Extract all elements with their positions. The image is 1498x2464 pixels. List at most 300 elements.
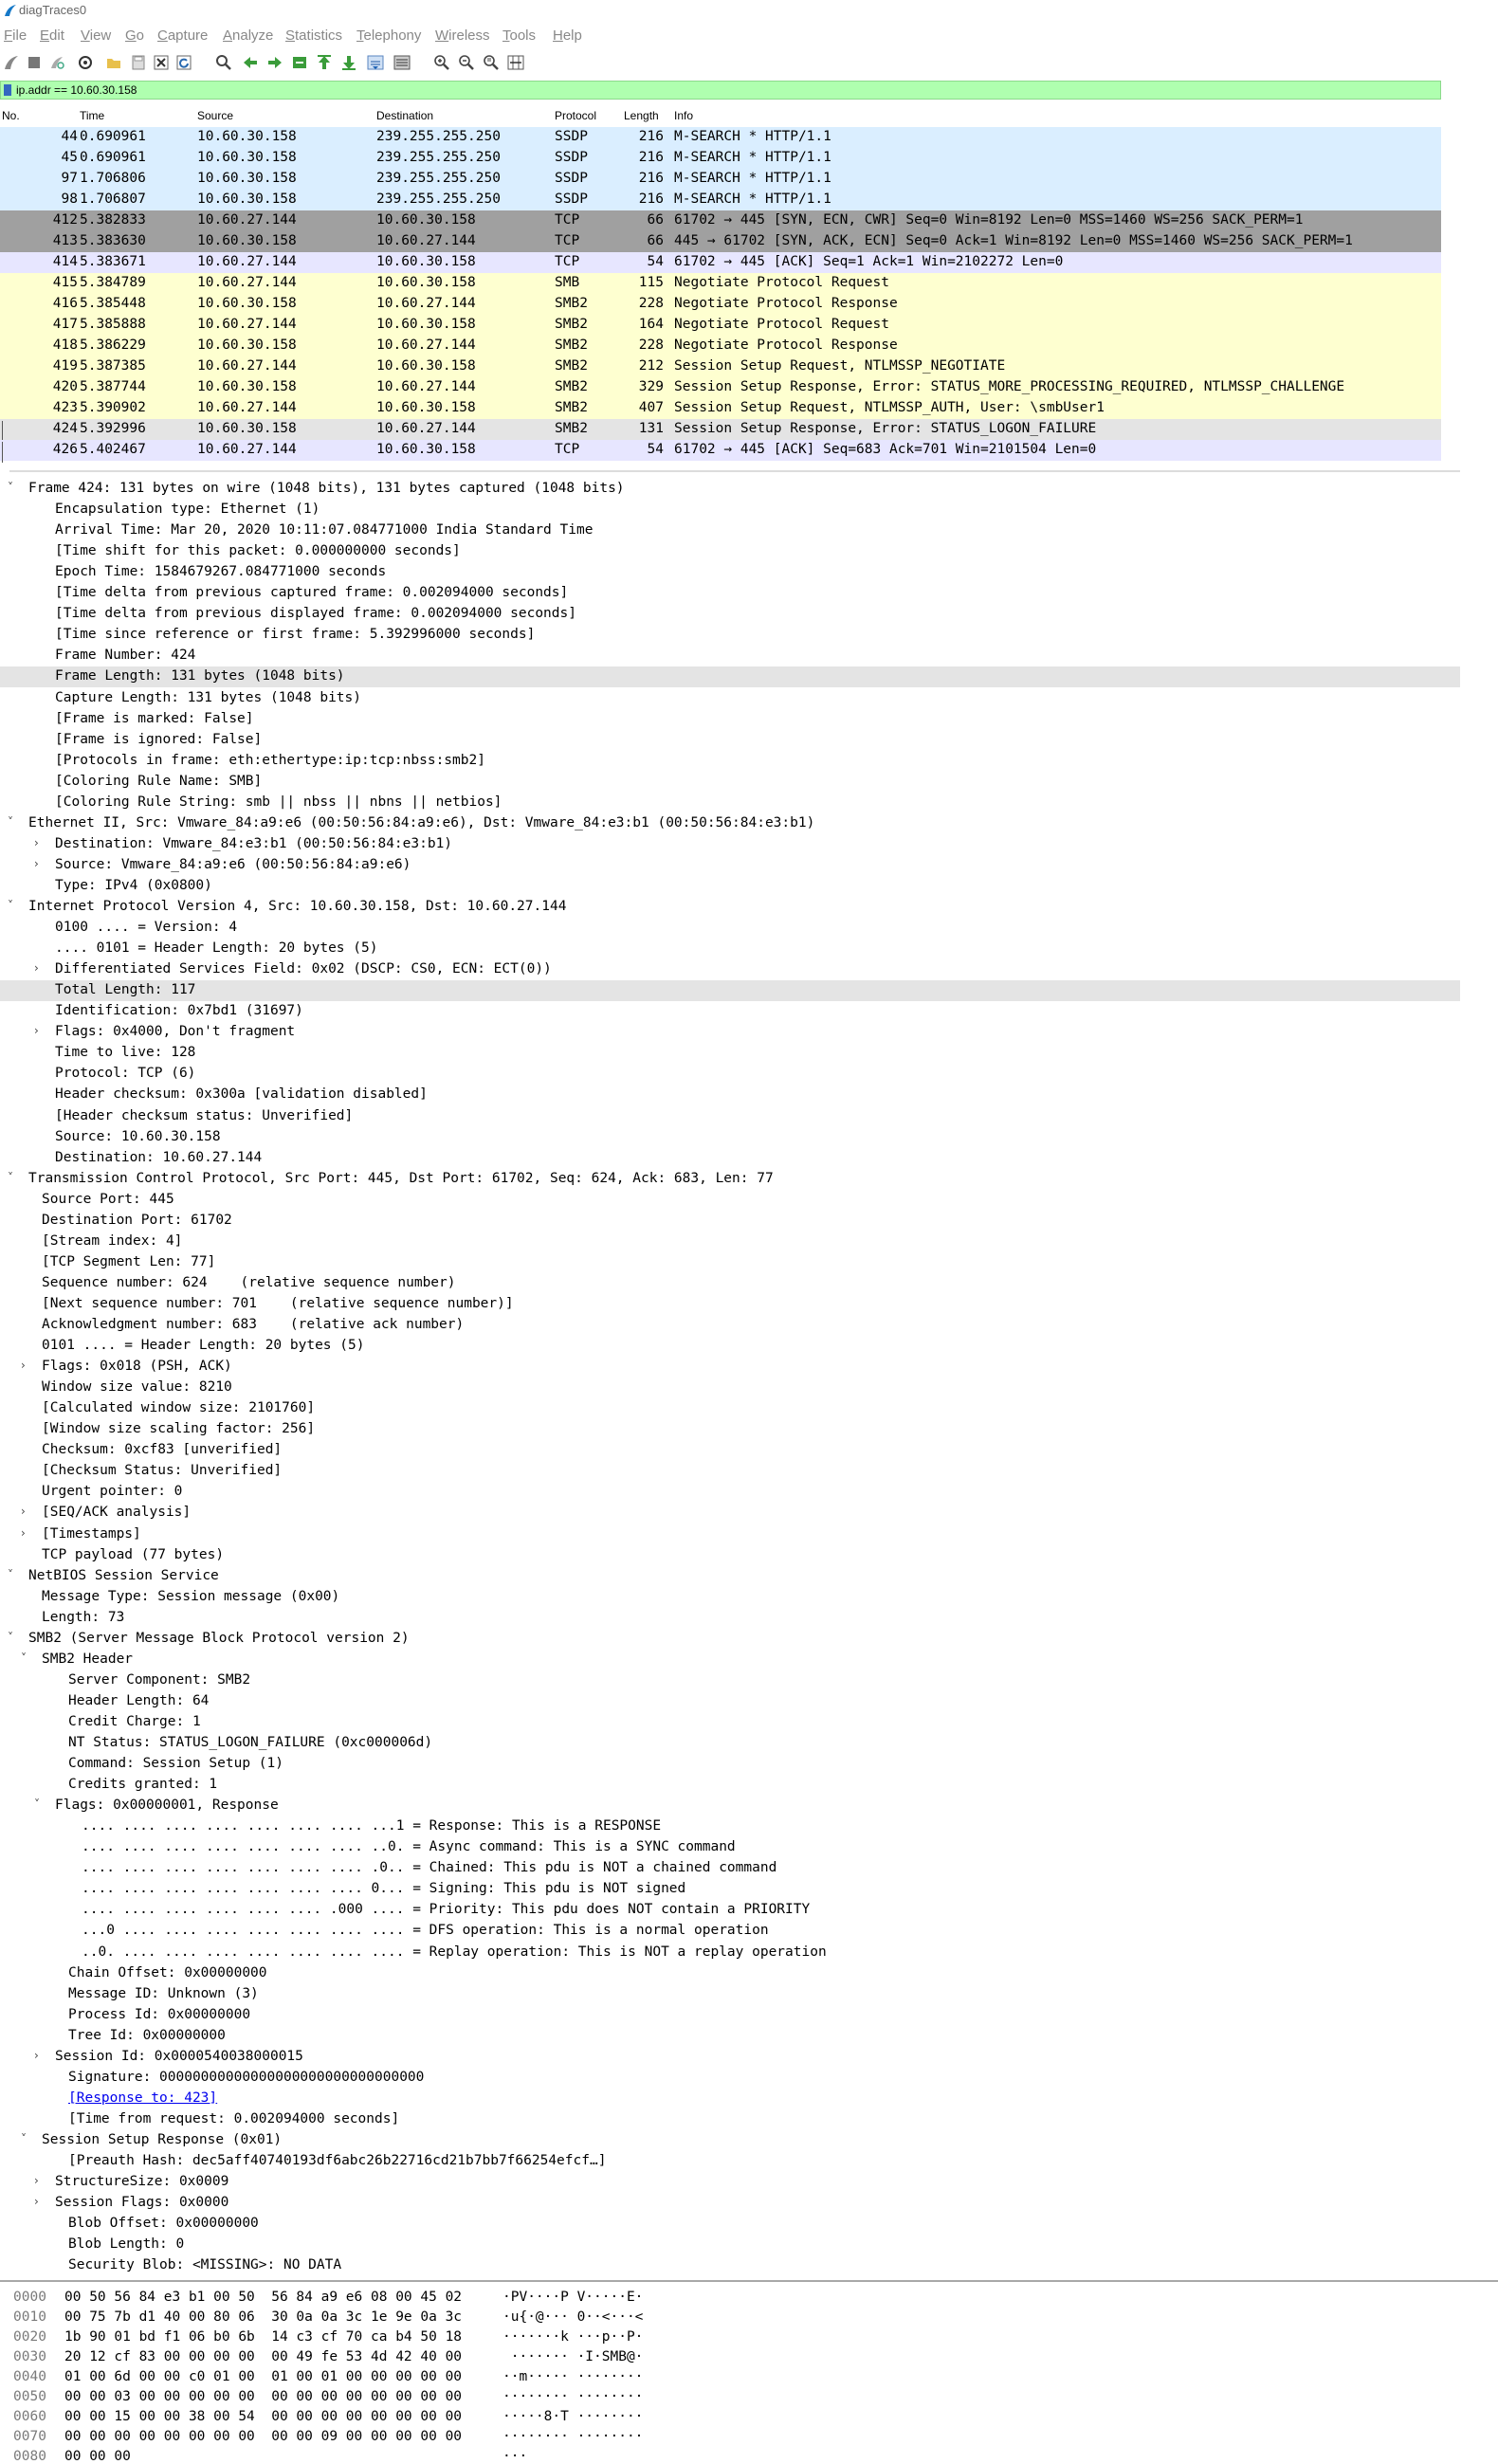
detail-row[interactable] <box>0 2172 1460 2193</box>
packet-info: M-SEARCH * HTTP/1.1 <box>674 129 831 144</box>
detail-text: Source: Vmware_84:a9:e6 (00:50:56:84:a9:e6) <box>55 857 411 872</box>
detail-row[interactable] <box>0 1043 1460 1064</box>
detail-row[interactable] <box>0 646 1460 666</box>
detail-text: Encapsulation type: Ethernet (1) <box>55 502 320 517</box>
packet-info: M-SEARCH * HTTP/1.1 <box>674 171 831 186</box>
detail-row[interactable] <box>0 1440 1460 1461</box>
detail-row[interactable] <box>0 1608 1460 1629</box>
packet-time: 5.402467 <box>80 442 146 457</box>
hex-bytes: 00 00 03 00 00 00 00 00 00 00 00 00 00 00 00 00 <box>64 2389 463 2404</box>
packet-length: 54 <box>647 254 664 269</box>
detail-row[interactable] <box>0 1921 1460 1942</box>
detail-row[interactable] <box>0 1482 1460 1503</box>
detail-row[interactable] <box>0 1629 1460 1650</box>
packet-length: 228 <box>638 296 664 311</box>
detail-row[interactable] <box>0 1398 1460 1419</box>
detail-text: Header checksum: 0x300a [validation disabled] <box>55 1086 428 1102</box>
expand-chevron-icon[interactable]: › <box>21 1359 26 1372</box>
detail-row[interactable] <box>0 813 1460 834</box>
detail-row[interactable] <box>0 709 1460 730</box>
packet-number: 44 <box>61 129 78 144</box>
packet-info: 61702 → 445 [SYN, ECN, CWR] Seq=0 Win=8192 Len=0 MSS=1460 WS=256 SACK_PERM=1 <box>674 212 1304 228</box>
expand-chevron-icon[interactable]: › <box>34 857 39 870</box>
packet-row[interactable] <box>0 315 1441 336</box>
detail-row[interactable] <box>0 1775 1460 1796</box>
packet-info: 61702 → 445 [ACK] Seq=1 Ack=1 Win=2102272 Len=0 <box>674 254 1064 269</box>
packet-source: 10.60.30.158 <box>197 129 297 144</box>
capture-options-icon[interactable] <box>76 53 95 72</box>
detail-text: Source: 10.60.30.158 <box>55 1129 221 1144</box>
open-file-icon[interactable] <box>104 53 123 72</box>
detail-row[interactable] <box>0 520 1460 541</box>
detail-row[interactable] <box>0 772 1460 793</box>
detail-text: Urgent pointer: 0 <box>42 1484 183 1499</box>
packet-time: 5.385448 <box>80 296 146 311</box>
detail-text: Identification: 0x7bd1 (31697) <box>55 1003 303 1018</box>
detail-row[interactable] <box>0 2005 1460 2026</box>
detail-row[interactable] <box>0 2151 1460 2172</box>
detail-text: [Time from request: 0.002094000 seconds] <box>68 2111 400 2126</box>
detail-text: .... .... .... .... .... .... .... ..0. = Async command: This is a SYNC command <box>82 1839 736 1854</box>
detail-row[interactable] <box>0 1587 1460 1608</box>
packet-row[interactable] <box>0 419 1441 440</box>
detail-row[interactable] <box>0 1461 1460 1482</box>
detail-text: Transmission Control Protocol, Src Port: 445, Dst Port: 61702, Seq: 624, Ack: 683, Len: 77 <box>28 1171 774 1186</box>
detail-row[interactable] <box>0 1943 1460 1963</box>
detail-text: Session Setup Response (0x01) <box>42 2132 283 2147</box>
detail-row[interactable] <box>0 1419 1460 1440</box>
column-header-length[interactable]: Length <box>624 109 659 122</box>
detail-row[interactable] <box>0 1252 1460 1273</box>
packet-info: Session Setup Request, NTLMSSP_AUTH, User: \smbUser1 <box>674 400 1105 415</box>
menu-wireless[interactable]: Wireless <box>435 27 490 44</box>
hex-ascii: ········ ········ <box>502 2389 644 2404</box>
packet-time: 5.390902 <box>80 400 146 415</box>
zoom-in-icon[interactable] <box>432 53 451 72</box>
detail-row[interactable] <box>0 2255 1460 2276</box>
detail-row[interactable] <box>0 500 1460 520</box>
detail-row[interactable] <box>0 1545 1460 1566</box>
close-file-icon[interactable] <box>152 53 171 72</box>
detail-text: Capture Length: 131 bytes (1048 bits) <box>55 690 362 705</box>
menu-analyze[interactable]: Analyze <box>223 27 274 44</box>
packet-info: 61702 → 445 [ACK] Seq=683 Ack=701 Win=2101504 Len=0 <box>674 442 1097 457</box>
detail-row[interactable] <box>0 2130 1460 2151</box>
collapse-chevron-icon[interactable]: ˅ <box>34 1798 40 1811</box>
detail-row[interactable] <box>0 1064 1460 1085</box>
go-back-icon[interactable] <box>241 53 260 72</box>
column-header-time[interactable]: Time <box>80 109 105 122</box>
detail-row[interactable] <box>0 1148 1460 1169</box>
detail-row[interactable] <box>0 1190 1460 1211</box>
detail-row[interactable] <box>0 1879 1460 1900</box>
packet-destination: 10.60.30.158 <box>376 212 476 228</box>
detail-text: Destination: 10.60.27.144 <box>55 1150 263 1165</box>
packet-destination: 10.60.30.158 <box>376 442 476 457</box>
detail-row[interactable] <box>0 1754 1460 1775</box>
detail-row[interactable] <box>0 562 1460 583</box>
packet-length: 131 <box>638 421 664 436</box>
detail-text: Time to live: 128 <box>55 1045 196 1060</box>
pane-splitter[interactable] <box>9 470 1460 472</box>
detail-text: Destination Port: 61702 <box>42 1213 232 1228</box>
detail-text: Source Port: 445 <box>42 1192 174 1207</box>
detail-row[interactable] <box>0 1858 1460 1879</box>
hex-offset: 0030 <box>13 2349 46 2364</box>
last-packet-icon[interactable] <box>339 53 358 72</box>
packet-protocol: TCP <box>555 212 580 228</box>
expand-chevron-icon[interactable]: › <box>21 1526 26 1540</box>
detail-row[interactable] <box>0 959 1460 980</box>
packet-time: 5.385888 <box>80 317 146 332</box>
detail-row[interactable] <box>0 855 1460 876</box>
hex-row[interactable] <box>0 2427 1498 2447</box>
detail-text: 0101 .... = Header Length: 20 bytes (5) <box>42 1338 365 1353</box>
expand-chevron-icon[interactable]: › <box>34 2049 39 2062</box>
expand-chevron-icon[interactable]: › <box>34 2174 39 2187</box>
packet-number: 417 <box>52 317 78 332</box>
detail-row[interactable] <box>0 918 1460 939</box>
packet-row[interactable] <box>0 440 1441 461</box>
detail-row[interactable] <box>0 625 1460 646</box>
detail-text: [SEQ/ACK analysis] <box>42 1505 192 1520</box>
detail-row[interactable] <box>0 1085 1460 1105</box>
column-header-no[interactable]: No. <box>2 109 20 122</box>
detail-row[interactable] <box>0 1524 1460 1545</box>
column-header-source[interactable]: Source <box>197 109 234 122</box>
packet-time: 1.706806 <box>80 171 146 186</box>
collapse-chevron-icon[interactable]: ˅ <box>8 899 13 912</box>
detail-text: Frame 424: 131 bytes on wire (1048 bits), 131 bytes captured (1048 bits) <box>28 481 625 496</box>
detail-row[interactable] <box>0 604 1460 625</box>
related-packet-marker <box>2 442 15 463</box>
packet-info: Negotiate Protocol Request <box>674 275 889 290</box>
hex-ascii: ········ ········ <box>502 2429 644 2444</box>
detail-row[interactable] <box>0 2235 1460 2255</box>
menu-telephony[interactable]: Telephony <box>356 27 422 44</box>
packet-row[interactable] <box>0 148 1441 169</box>
first-packet-icon[interactable] <box>315 53 334 72</box>
packet-source: 10.60.30.158 <box>197 296 297 311</box>
packet-protocol: SMB2 <box>555 400 588 415</box>
detail-text: [Time since reference or first frame: 5.392996000 seconds] <box>55 627 536 642</box>
detail-row[interactable] <box>0 834 1460 855</box>
menu-edit[interactable]: Edit <box>40 27 64 44</box>
detail-row[interactable] <box>0 1503 1460 1524</box>
hex-row[interactable] <box>0 2327 1498 2347</box>
packet-info: 445 → 61702 [SYN, ACK, ECN] Seq=0 Ack=1 Win=8192 Len=0 MSS=1460 WS=256 SACK_PERM=1 <box>674 233 1353 248</box>
packet-row[interactable] <box>0 273 1441 294</box>
detail-row[interactable] <box>0 1796 1460 1816</box>
packet-destination: 10.60.30.158 <box>376 275 476 290</box>
packet-destination: 10.60.27.144 <box>376 233 476 248</box>
detail-text: [Time shift for this packet: 0.000000000 seconds] <box>55 543 461 558</box>
detail-row[interactable] <box>0 1022 1460 1043</box>
packet-source: 10.60.30.158 <box>197 379 297 394</box>
detail-text: NetBIOS Session Service <box>28 1568 219 1583</box>
packet-number: 419 <box>52 358 78 374</box>
packet-row[interactable] <box>0 336 1441 356</box>
detail-text: Differentiated Services Field: 0x02 (DSCP: CS0, ECN: ECT(0)) <box>55 961 552 976</box>
menu-help[interactable]: Help <box>553 27 582 44</box>
detail-text: Message ID: Unknown (3) <box>68 1986 259 2001</box>
detail-row[interactable] <box>0 1670 1460 1691</box>
detail-row[interactable] <box>0 751 1460 772</box>
packet-row[interactable] <box>0 356 1441 377</box>
response-link[interactable]: [Response to: 423] <box>68 2090 218 2106</box>
hex-bytes: 00 00 00 00 00 00 00 00 00 00 09 00 00 00 00 00 <box>64 2429 463 2444</box>
packet-destination: 10.60.27.144 <box>376 296 476 311</box>
detail-row[interactable] <box>0 1315 1460 1336</box>
packet-length: 216 <box>638 129 664 144</box>
detail-text: Total Length: 117 <box>55 982 196 997</box>
packet-source: 10.60.30.158 <box>197 192 297 207</box>
detail-row[interactable] <box>0 1001 1460 1022</box>
detail-row[interactable] <box>0 876 1460 897</box>
hex-bytes: 00 50 56 84 e3 b1 00 50 56 84 a9 e6 08 00 45 02 <box>64 2290 463 2305</box>
hex-offset: 0070 <box>13 2429 46 2444</box>
zoom-out-icon[interactable] <box>457 53 476 72</box>
packet-number: 416 <box>52 296 78 311</box>
bookmark-icon[interactable] <box>4 84 11 96</box>
packet-destination: 10.60.27.144 <box>376 338 476 353</box>
detail-row[interactable] <box>0 1336 1460 1357</box>
packet-destination: 239.255.255.250 <box>376 171 501 186</box>
packet-row[interactable] <box>0 190 1441 210</box>
hex-row[interactable] <box>0 2387 1498 2407</box>
detail-text: .... .... .... .... .... .... .... ...1 = Response: This is a RESPONSE <box>82 1818 662 1834</box>
detail-row[interactable] <box>0 479 1460 500</box>
packet-row[interactable] <box>0 210 1441 231</box>
collapse-chevron-icon[interactable]: ˅ <box>21 2132 27 2145</box>
packet-destination: 10.60.30.158 <box>376 254 476 269</box>
detail-text: NT Status: STATUS_LOGON_FAILURE (0xc000006d) <box>68 1735 433 1750</box>
detail-text: Security Blob: <MISSING>: NO DATA <box>68 2257 342 2272</box>
packet-protocol: SMB2 <box>555 317 588 332</box>
packet-info: M-SEARCH * HTTP/1.1 <box>674 192 831 207</box>
menu-capture[interactable]: Capture <box>157 27 209 44</box>
detail-row[interactable] <box>0 2214 1460 2235</box>
hex-row[interactable] <box>0 2347 1498 2367</box>
detail-row[interactable] <box>0 1211 1460 1232</box>
detail-row[interactable] <box>0 1273 1460 1294</box>
stop-capture-icon[interactable] <box>25 53 44 72</box>
packet-destination: 239.255.255.250 <box>376 150 501 165</box>
packet-length: 228 <box>638 338 664 353</box>
restart-capture-icon[interactable] <box>47 53 66 72</box>
packet-number: 45 <box>61 150 78 165</box>
hex-row[interactable] <box>0 2367 1498 2387</box>
column-header-info[interactable]: Info <box>674 109 694 122</box>
packet-source: 10.60.30.158 <box>197 171 297 186</box>
detail-text: Credit Charge: 1 <box>68 1714 201 1729</box>
detail-row[interactable] <box>0 1294 1460 1315</box>
menu-go[interactable]: Go <box>125 27 145 44</box>
packet-length: 407 <box>638 400 664 415</box>
save-file-icon[interactable] <box>129 53 148 72</box>
detail-row[interactable] <box>0 980 1460 1001</box>
detail-row[interactable] <box>0 939 1460 959</box>
column-header-destination[interactable]: Destination <box>376 109 434 122</box>
related-packet-marker <box>2 421 15 442</box>
detail-text: Destination: Vmware_84:e3:b1 (00:50:56:84:e3:b1) <box>55 836 453 851</box>
detail-text: Process Id: 0x00000000 <box>68 2007 251 2022</box>
collapse-chevron-icon[interactable]: ˅ <box>8 1171 13 1184</box>
hex-offset: 0020 <box>13 2329 46 2345</box>
column-header-protocol[interactable]: Protocol <box>555 109 597 122</box>
collapse-chevron-icon[interactable]: ˅ <box>8 481 13 494</box>
packet-row[interactable] <box>0 127 1441 148</box>
packet-row[interactable] <box>0 231 1441 252</box>
menu-statistics[interactable]: Statistics <box>285 27 343 44</box>
packet-time: 5.384789 <box>80 275 146 290</box>
detail-row[interactable] <box>0 1106 1460 1127</box>
hex-row[interactable] <box>0 2308 1498 2327</box>
detail-row[interactable] <box>0 1984 1460 2005</box>
autoscroll-icon[interactable] <box>366 53 385 72</box>
normal-size-icon[interactable] <box>482 53 501 72</box>
collapse-chevron-icon[interactable]: ˅ <box>8 1568 13 1581</box>
detail-text: [Next sequence number: 701 (relative sequence number)] <box>42 1296 514 1311</box>
detail-text: ...0 .... .... .... .... .... .... .... = DFS operation: This is a normal operation <box>82 1923 769 1938</box>
packet-row[interactable] <box>0 398 1441 419</box>
detail-row[interactable] <box>0 1712 1460 1733</box>
collapse-chevron-icon[interactable]: ˅ <box>8 1631 13 1644</box>
hex-row[interactable] <box>0 2447 1498 2464</box>
packet-source: 10.60.27.144 <box>197 442 297 457</box>
packet-length: 66 <box>647 233 664 248</box>
find-packet-icon[interactable] <box>214 53 233 72</box>
detail-text: Blob Length: 0 <box>68 2236 185 2252</box>
hex-offset: 0000 <box>13 2290 46 2305</box>
menu-file[interactable]: File <box>4 27 27 44</box>
detail-row[interactable] <box>0 1566 1460 1587</box>
detail-row[interactable] <box>0 2047 1460 2068</box>
detail-row[interactable] <box>0 1378 1460 1398</box>
start-capture-icon[interactable] <box>2 53 21 72</box>
hex-offset: 0040 <box>13 2369 46 2384</box>
resize-columns-icon[interactable] <box>506 53 525 72</box>
detail-row[interactable] <box>0 793 1460 813</box>
packet-length: 216 <box>638 150 664 165</box>
detail-text: Epoch Time: 1584679267.084771000 seconds <box>55 564 387 579</box>
expand-chevron-icon[interactable]: › <box>21 1505 26 1518</box>
detail-row[interactable] <box>0 666 1460 687</box>
detail-text: [Preauth Hash: dec5aff40740193df6abc26b22716cd21b7bb7f66254efcf…] <box>68 2153 607 2168</box>
packet-time: 5.386229 <box>80 338 146 353</box>
detail-row[interactable] <box>0 1357 1460 1378</box>
detail-text: Credits granted: 1 <box>68 1777 218 1792</box>
detail-row[interactable] <box>0 2068 1460 2089</box>
packet-protocol: SMB2 <box>555 421 588 436</box>
detail-row[interactable] <box>0 1963 1460 1984</box>
detail-row[interactable] <box>0 2026 1460 2047</box>
detail-text: Frame Length: 131 bytes (1048 bits) <box>55 668 345 684</box>
detail-text: .... .... .... .... .... .... .... .0.. = Chained: This pdu is NOT a chained command <box>82 1860 777 1875</box>
detail-text: TCP payload (77 bytes) <box>42 1547 225 1562</box>
packet-row[interactable] <box>0 252 1441 273</box>
packet-number: 412 <box>52 212 78 228</box>
hex-row[interactable] <box>0 2407 1498 2427</box>
expand-chevron-icon[interactable]: › <box>34 961 39 975</box>
colorize-icon[interactable] <box>393 53 411 72</box>
menu-tools[interactable]: Tools <box>502 27 537 44</box>
hex-bytes: 01 00 6d 00 00 c0 01 00 01 00 01 00 00 00 00 00 <box>64 2369 463 2384</box>
detail-row[interactable] <box>0 2193 1460 2214</box>
expand-chevron-icon[interactable]: › <box>34 2195 39 2208</box>
detail-row[interactable] <box>0 688 1460 709</box>
hex-bytes: 20 12 cf 83 00 00 00 00 00 49 fe 53 4d 42 40 00 <box>64 2349 463 2364</box>
packet-protocol: SSDP <box>555 171 588 186</box>
detail-text: StructureSize: 0x0009 <box>55 2174 229 2189</box>
packet-destination: 10.60.30.158 <box>376 317 476 332</box>
packet-info: M-SEARCH * HTTP/1.1 <box>674 150 831 165</box>
packet-destination: 10.60.30.158 <box>376 400 476 415</box>
detail-text: Tree Id: 0x00000000 <box>68 2028 226 2043</box>
hex-row[interactable] <box>0 2288 1498 2308</box>
packet-number: 414 <box>52 254 78 269</box>
hex-ascii: ··· <box>502 2449 528 2464</box>
detail-text: 0100 .... = Version: 4 <box>55 920 238 935</box>
detail-text: Signature: 00000000000000000000000000000000 <box>68 2070 425 2085</box>
packet-source: 10.60.27.144 <box>197 254 297 269</box>
detail-text: Flags: 0x00000001, Response <box>55 1798 279 1813</box>
go-to-packet-icon[interactable] <box>290 53 309 72</box>
detail-row[interactable] <box>0 730 1460 751</box>
go-forward-icon[interactable] <box>265 53 284 72</box>
packet-time: 5.383671 <box>80 254 146 269</box>
collapse-chevron-icon[interactable]: ˅ <box>8 815 13 829</box>
hex-ascii: ·····8·T ········ <box>502 2409 644 2424</box>
detail-row[interactable] <box>0 541 1460 562</box>
reload-file-icon[interactable] <box>174 53 193 72</box>
detail-row[interactable] <box>0 1127 1460 1148</box>
menu-view[interactable]: View <box>81 27 112 44</box>
expand-chevron-icon[interactable]: › <box>34 836 39 849</box>
detail-text: [Protocols in frame: eth:ethertype:ip:tcp:nbss:smb2] <box>55 753 485 768</box>
detail-row[interactable] <box>0 1900 1460 1921</box>
menu-bar <box>0 26 1498 46</box>
expand-chevron-icon[interactable]: › <box>34 1024 39 1037</box>
packet-length: 329 <box>638 379 664 394</box>
packet-protocol: SMB2 <box>555 296 588 311</box>
packet-row[interactable] <box>0 294 1441 315</box>
detail-text: [Time delta from previous captured frame: 0.002094000 seconds] <box>55 585 569 600</box>
packet-length: 66 <box>647 212 664 228</box>
detail-text: Checksum: 0xcf83 [unverified] <box>42 1442 283 1457</box>
detail-text: .... .... .... .... .... .... .000 .... = Priority: This pdu does NOT contain a PRIORITY <box>82 1902 811 1917</box>
detail-row[interactable] <box>0 1169 1460 1190</box>
detail-row[interactable] <box>0 1733 1460 1754</box>
hex-offset: 0080 <box>13 2449 46 2464</box>
collapse-chevron-icon[interactable]: ˅ <box>21 1652 27 1665</box>
detail-row[interactable] <box>0 1650 1460 1670</box>
detail-text: Acknowledgment number: 683 (relative ack number) <box>42 1317 465 1332</box>
display-filter-input[interactable] <box>16 82 1429 98</box>
detail-row[interactable] <box>0 2089 1460 2109</box>
packet-protocol: TCP <box>555 442 580 457</box>
detail-row[interactable] <box>0 1232 1460 1252</box>
detail-row[interactable] <box>0 1837 1460 1858</box>
hex-ascii: ·PV····P V·····E· <box>502 2290 644 2305</box>
detail-row[interactable] <box>0 2109 1460 2130</box>
detail-row[interactable] <box>0 897 1460 918</box>
detail-row[interactable] <box>0 1691 1460 1712</box>
detail-row[interactable] <box>0 583 1460 604</box>
packet-row[interactable] <box>0 169 1441 190</box>
detail-row[interactable] <box>0 1816 1460 1837</box>
packet-row[interactable] <box>0 377 1441 398</box>
